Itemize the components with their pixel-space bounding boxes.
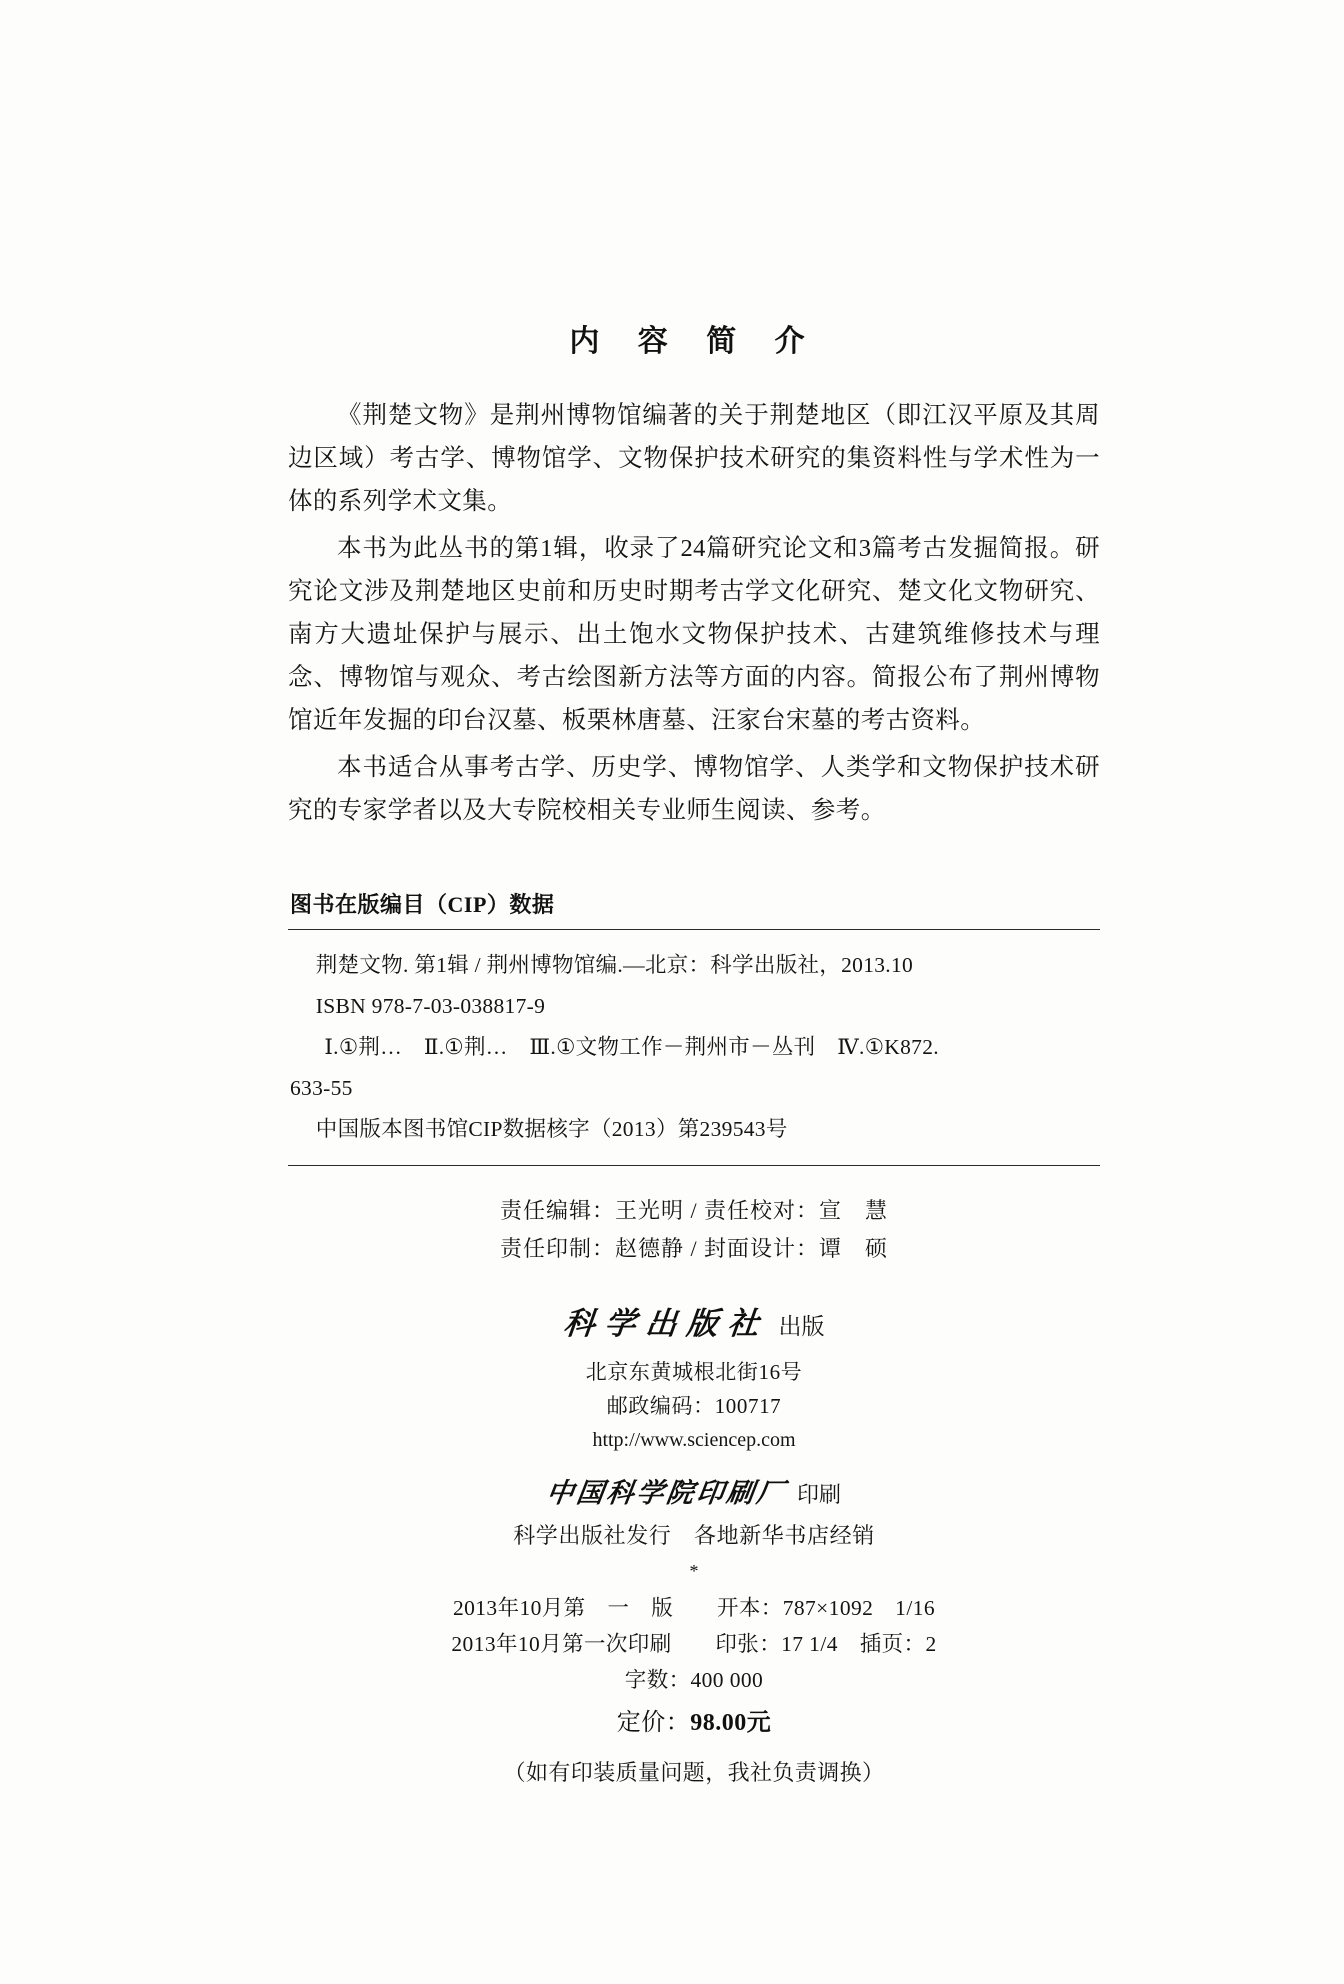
abstract-paragraph-3: 本书适合从事考古学、历史学、博物馆学、人类学和文物保护技术研究的专家学者以及大专院校相关专业师生阅读、参考。 <box>288 754 1100 824</box>
spec-line-impression <box>288 1626 1100 1662</box>
cip-line-registry: 中国版本图书馆CIP数据核字（2013）第239543号 <box>315 1117 788 1141</box>
abstract-title: 内 容 简 介 <box>569 324 819 359</box>
printer-row <box>288 1471 1100 1510</box>
publisher-logo: 科学出版社 <box>561 1306 771 1342</box>
cip-line-title: 荆楚文物. 第1辑 / 荆州博物馆编.—北京：科学出版社，2013.10 <box>315 953 914 977</box>
cip-block <box>288 888 1100 1166</box>
cip-body <box>288 930 1100 1165</box>
distribution-line: 科学出版社发行 各地新华书店经销 <box>513 1523 875 1548</box>
printer-logo: 中国科学院印刷厂 <box>544 1478 789 1509</box>
separator-star: * <box>689 1561 699 1581</box>
price-label: 定价： <box>616 1710 691 1736</box>
spec-edition-right: 开本：787×1092 1/16 <box>717 1596 935 1620</box>
price-value: 98.00元 <box>690 1710 772 1736</box>
publisher-postcode: 邮政编码：100717 <box>606 1394 782 1418</box>
cip-heading: 图书在版编目（CIP）数据 <box>290 892 555 917</box>
spec-impression-right: 印张：17 1/4 插页：2 <box>715 1632 937 1656</box>
cip-rule-bottom <box>288 1165 1100 1166</box>
spec-line-wordcount: 字数：400 000 <box>624 1668 764 1692</box>
abstract-paragraph-2: 本书为此丛书的第1辑，收录了24篇研究论文和3篇考古发掘简报。研究论文涉及荆楚地区史前和历史时期考古学文化研究、楚文化文物研究、南方大遗址保护与展示、出土饱水文物保护技术、古建筑维修技术与理念、博物馆与观众、考古绘图新方法等方面的内容。简报公布了荆州博物馆近年发掘的印台汉墓、板栗林唐墓、汪家台宋墓的考古资料。 <box>288 535 1100 734</box>
credit-printing-line: 责任印制：赵德静 / 封面设计：谭 硕 <box>499 1236 889 1261</box>
credit-editor-line: 责任编辑：王光明 / 责任校对：宣 慧 <box>499 1198 889 1223</box>
publisher-name-row <box>288 1298 1100 1343</box>
publisher-url: http://www.sciencep.com <box>592 1429 796 1451</box>
spec-edition-left: 2013年10月第 一 版 <box>452 1596 674 1620</box>
cip-line-isbn: ISBN 978-7-03-038817-9 <box>315 994 546 1018</box>
cip-line-classification-cont: 633-55 <box>290 1076 353 1100</box>
printer-logo-suffix: 印刷 <box>796 1482 841 1507</box>
publisher-logo-suffix: 出版 <box>778 1314 825 1339</box>
credits-block <box>288 1192 1100 1268</box>
spec-line-edition <box>288 1590 1100 1626</box>
publisher-address: 北京东黄城根北街16号 <box>585 1360 803 1384</box>
printing-specs-block <box>288 1590 1100 1794</box>
quality-note: （如有印装质量问题，我社负责调换） <box>503 1760 885 1785</box>
price-line <box>288 1702 1100 1744</box>
spec-impression-left: 2013年10月第一次印刷 <box>451 1632 672 1656</box>
publisher-block <box>288 1298 1100 1584</box>
page-content <box>288 316 1100 1794</box>
abstract-paragraph-1: 《荆楚文物》是荆州博物馆编著的关于荆楚地区（即江汉平原及其周边区域）考古学、博物馆学、文物保护技术研究的集资料性与学术性为一体的系列学术文集。 <box>288 402 1100 515</box>
cip-line-classification: Ⅰ.①荆… Ⅱ.①荆… Ⅲ.①文物工作－荆州市－丛刊 Ⅳ.①K872. <box>324 1035 939 1059</box>
